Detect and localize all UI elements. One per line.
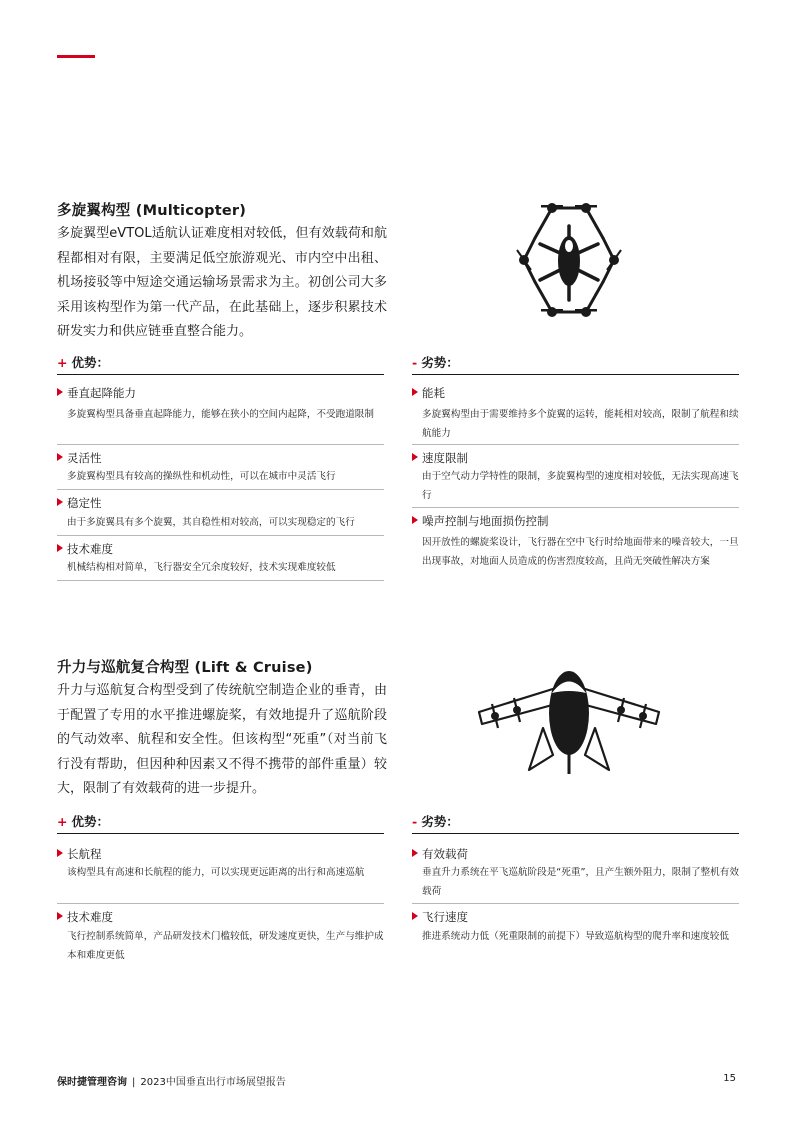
- con-item: [412, 450, 739, 508]
- item-title: 灵活性: [67, 451, 102, 465]
- multicopter-icon: [504, 198, 634, 323]
- item-title: 能耗: [422, 386, 445, 400]
- lift-cruise-aircraft-icon: [474, 668, 664, 778]
- item-desc: 该构型具有高速和长航程的能力，可以实现更远距离的出行和高速巡航: [67, 867, 365, 878]
- item-desc: 由于空气动力学特性的限制，多旋翼构型的速度相对较低，无法实现高速飞行: [422, 471, 739, 501]
- item-desc: 机械结构相对简单，飞行器安全冗余度较好，技术实现难度较低: [67, 562, 336, 573]
- con-item: [412, 846, 739, 904]
- pro-item: [57, 385, 384, 445]
- cons-heading: [412, 353, 739, 375]
- pro-item: [57, 495, 384, 536]
- item-title: 垂直起降能力: [67, 386, 136, 400]
- pros-heading: [57, 812, 384, 834]
- item-title: 飞行速度: [422, 910, 468, 924]
- section-body: 多旋翼型eVTOL适航认证难度相对较低，但有效载荷和航程都相对有限，主要满足低空旅游观光、市内空中出租、机场接驳等中短途交通运输场景需求为主。初创公司大多采用该构型作为第一代产品，在此基础上，逐步积累技术研发实力和供应链垂直整合能力。: [57, 226, 387, 340]
- pros-label: 优势：: [71, 814, 109, 829]
- pros-heading: [57, 353, 384, 375]
- footer-separator: |: [132, 1077, 136, 1088]
- section-title: 升力与巡航复合构型 (Lift & Cruise): [57, 660, 313, 676]
- item-title: 长航程: [67, 847, 102, 861]
- cons-label: 劣势：: [421, 355, 459, 370]
- item-desc: 飞行控制系统简单，产品研发技术门槛较低，研发速度更快，生产与维护成本和难度更低: [67, 931, 384, 961]
- item-title: 技术难度: [67, 542, 113, 556]
- item-title: 有效载荷: [422, 847, 468, 861]
- section-title: 多旋翼构型 (Multicopter): [57, 203, 247, 219]
- pro-item: [57, 846, 384, 904]
- item-title: 速度限制: [422, 451, 468, 465]
- footer-brand: 保时捷管理咨询: [57, 1077, 127, 1088]
- item-desc: 多旋翼构型具有较高的操纵性和机动性，可以在城市中灵活飞行: [67, 471, 336, 482]
- footer: [57, 1073, 286, 1088]
- plus-sign: +: [57, 814, 68, 829]
- item-title: 噪声控制与地面损伤控制: [422, 514, 549, 528]
- pro-item: [57, 541, 384, 581]
- item-desc: 垂直升力系统在平飞巡航阶段是“死重”，且产生额外阻力，限制了整机有效载荷: [422, 867, 739, 897]
- minus-sign: -: [412, 355, 418, 370]
- item-title: 稳定性: [67, 496, 102, 510]
- item-desc: 多旋翼构型由于需要维持多个旋翼的运转，能耗相对较高，限制了航程和续航能力: [422, 409, 739, 439]
- pros-label: 优势：: [71, 355, 109, 370]
- item-desc: 多旋翼构型具备垂直起降能力，能够在狭小的空间内起降，不受跑道限制: [67, 409, 374, 420]
- cons-label: 劣势：: [421, 814, 459, 829]
- section-body: 升力与巡航复合构型受到了传统航空制造企业的垂青，由于配置了专用的水平推进螺旋桨，有效地提升了巡航阶段的气动效率、航程和安全性。但该构型“死重”（对当前飞行没有帮助，但因种种因素又不得不携带的部件重量）较大，限制了有效载荷的进一步提升。: [57, 683, 387, 797]
- item-desc: 因开放性的螺旋桨设计，飞行器在空中飞行时给地面带来的噪音较大，一旦出现事故，对地面人员造成的伤害烈度较高，且尚无突破性解决方案: [422, 537, 739, 567]
- item-title: 技术难度: [67, 910, 113, 924]
- cons-heading: [412, 812, 739, 834]
- accent-bar: [57, 55, 95, 58]
- plus-sign: +: [57, 355, 68, 370]
- pro-item: [57, 450, 384, 490]
- minus-sign: -: [412, 814, 418, 829]
- con-item: [412, 385, 739, 445]
- footer-report-title: 2023中国垂直出行市场展望报告: [140, 1077, 286, 1088]
- page-number: 15: [723, 1073, 736, 1084]
- item-desc: 由于多旋翼具有多个旋翼，其自稳性相对较高，可以实现稳定的飞行: [67, 517, 355, 528]
- item-desc: 推进系统动力低（死重限制的前提下）导致巡航构型的爬升率和速度较低: [422, 931, 729, 942]
